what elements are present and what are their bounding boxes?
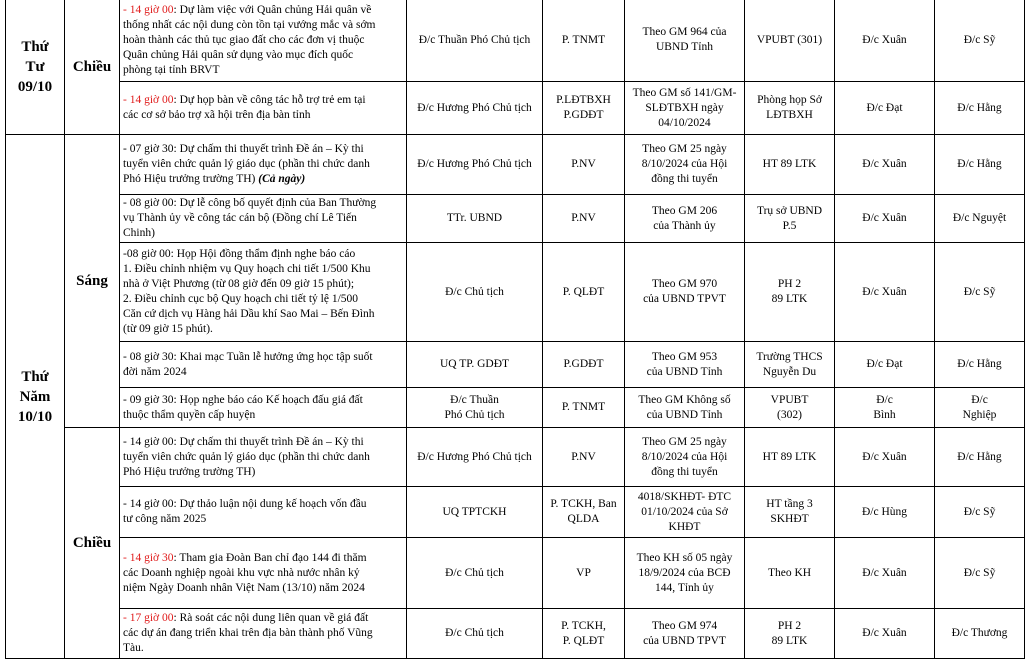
- chair-line: Đ/c Thuần Phó Chủ tịch: [418, 33, 531, 46]
- activity-text-line: các Doanh nghiệp ngoài khu vực nhà nước nhân kỷ: [123, 566, 360, 579]
- document-ref-line: Theo GM 25 ngày: [642, 143, 727, 155]
- activity-content-cell: - 09 giờ 30: Họp nghe báo cáo Kế hoạch đấu giá đất thuộc thẩm quyền cấp huyện: [120, 388, 407, 428]
- assistant2-line: Đ/c Hằng: [957, 158, 1002, 170]
- activity-text-line: Khai mạc Tuần lễ hưởng ứng học tập suốt: [179, 350, 373, 363]
- assistant2-line: Đ/c Hằng: [957, 358, 1002, 370]
- day-label-line: Tư: [25, 58, 45, 75]
- document-ref-line: KHĐT: [668, 520, 701, 533]
- activity-text-line: nhà ở Việt Phương (từ 08 giờ đến 09 giờ 15 phút);: [123, 278, 355, 290]
- activity-text-line: Dự chấm thi thuyết trình Đề án – Kỳ thi: [179, 143, 364, 155]
- assistant2-cell: [935, 609, 1025, 659]
- activity-time: - 07 giờ 30: [123, 143, 174, 155]
- assistant2-cell: [935, 428, 1025, 487]
- chair-cell: [407, 342, 543, 388]
- venue-line: VPUBT: [770, 393, 809, 406]
- activity-time: - 09 giờ 30: [123, 393, 174, 406]
- prepare-line: P.GDĐT: [563, 358, 604, 370]
- document-ref-line: Theo GM 964 của: [642, 26, 727, 38]
- activity-time: - 14 giờ 00: [123, 3, 174, 16]
- assistant-line: Đ/c Xuân: [862, 212, 907, 224]
- activity-text-line: Chinh): [123, 227, 155, 239]
- prepare-cell: [543, 135, 625, 195]
- document-ref-cell: [625, 428, 745, 487]
- activity-content-cell: - 14 giờ 30: Tham gia Đoàn Ban chỉ đạo 144 đi thăm các Doanh nghiệp ngoài khu vực nhà nước nhân kỷ niệm Ngày Doanh nhân Việt Nam (13/10) năm 2024: [120, 538, 407, 609]
- activity-time: -08 giờ 00: [123, 248, 171, 260]
- activity-text-line: Tham gia Đoàn Ban chỉ đạo 144 đi thăm: [179, 551, 367, 564]
- assistant2-line: Đ/c Hằng: [957, 450, 1002, 463]
- activity-text-line: Rà soát các nội dung liên quan về giá đất: [179, 612, 369, 624]
- assistant-cell: [835, 609, 935, 659]
- assistant-line: Đ/c Đạt: [866, 358, 903, 370]
- chair-line: Phó Chủ tịch: [444, 408, 505, 421]
- schedule-row: [6, 82, 1025, 135]
- activity-content-cell: - 08 giờ 30: Khai mạc Tuần lễ hưởng ứng học tập suốt đời năm 2024: [120, 342, 407, 388]
- assistant2-cell: [935, 342, 1025, 388]
- chair-line: Đ/c Chủ tịch: [445, 566, 504, 579]
- activity-time: - 14 giờ 00: [123, 94, 174, 106]
- assistant2-line: Đ/c Sỹ: [963, 33, 996, 46]
- document-ref-line: 18/9/2024 của BCĐ: [638, 566, 731, 579]
- prepare-cell: [543, 0, 625, 82]
- document-ref-cell: [625, 0, 745, 82]
- venue-line: Phòng họp Sở: [757, 94, 822, 106]
- prepare-cell: [543, 428, 625, 487]
- activity-text-line: vụ Thành ủy về công tác cán bộ (Đồng chí Lê Tiến: [123, 212, 357, 224]
- assistant2-cell: [935, 135, 1025, 195]
- venue-line: PH 2: [777, 278, 802, 290]
- document-ref-line: Theo GM 953: [651, 350, 718, 363]
- schedule-row: [6, 388, 1025, 428]
- assistant2-cell: [935, 243, 1025, 342]
- chair-line: Đ/c Hương Phó Chủ tịch: [417, 101, 532, 114]
- assistant2-cell: [935, 195, 1025, 243]
- document-ref-line: Theo GM 974: [651, 619, 718, 632]
- document-ref-line: 01/10/2024 của Sở: [641, 505, 728, 518]
- chair-cell: [407, 538, 543, 609]
- assistant2-line: Đ/c Sỹ: [963, 566, 996, 579]
- activity-text-line: 1. Điều chỉnh nhiệm vụ Quy hoạch chi tiết 1/500 Khu: [123, 263, 371, 275]
- day-label-line: Thứ: [21, 368, 49, 385]
- document-ref-line: 8/10/2024 của Hội: [641, 450, 728, 463]
- assistant2-cell: [935, 388, 1025, 428]
- venue-line: HT 89 LTK: [762, 450, 817, 463]
- activity-text-line: Phó Hiệu trưởng trường TH): [123, 465, 256, 478]
- activity-time: - 14 giờ 00: [123, 498, 174, 510]
- document-ref-line: UBND Tỉnh: [656, 41, 713, 53]
- chair-cell: [407, 428, 543, 487]
- activity-time: - 17 giờ 00: [123, 612, 174, 624]
- activity-content-cell: -08 giờ 00: Họp Hội đồng thẩm định nghe báo cáo 1. Điều chỉnh nhiệm vụ Quy hoạch chi tiết 1/500 Khu nhà ở Việt Phương (từ 08 giờ đến 09 giờ 15 phút); 2. Điều chỉnh cục bộ Quy hoạch chi tiết tỷ lệ 1/500 Căn cứ dịch vụ Hàng hải Dầu khí Sao Mai – Bến Đình (từ 09 giờ 15 phút).: [120, 243, 407, 342]
- chair-line: Đ/c Chủ tịch: [445, 285, 504, 298]
- venue-cell: [745, 135, 835, 195]
- prepare-line: P. QLĐT: [562, 634, 605, 647]
- activity-text-line: Dự họp bàn về công tác hỗ trợ trẻ em tại: [179, 94, 366, 106]
- activity-text-line: Tàu.: [123, 642, 144, 654]
- activity-text-line: các dự án đang triển khai trên địa bàn thành phố Vũng: [123, 627, 373, 639]
- venue-line: Trụ sở UBND: [756, 204, 823, 217]
- venue-cell: [745, 609, 835, 659]
- prepare-cell: [543, 609, 625, 659]
- day-label-line: 10/10: [17, 408, 53, 425]
- prepare-cell: [543, 538, 625, 609]
- chair-line: UQ TP. GDĐT: [439, 358, 510, 370]
- chair-cell: [407, 609, 543, 659]
- assistant-cell: [835, 135, 935, 195]
- schedule-row: [6, 135, 1025, 195]
- activity-text-line: thuộc thẩm quyền cấp huyện: [123, 408, 256, 421]
- chair-line: Đ/c Thuần: [450, 393, 499, 406]
- assistant2-line: Đ/c Hằng: [957, 101, 1002, 114]
- assistant-line: Đ/c Hùng: [861, 505, 908, 518]
- document-ref-line: Theo GM số 141/GM-: [632, 86, 737, 99]
- activity-text-line: Dự thảo luận nội dung kế hoạch vốn đầu: [179, 498, 367, 510]
- activity-time: - 14 giờ 30: [123, 551, 174, 564]
- schedule-row: [6, 487, 1025, 538]
- schedule-table: [5, 0, 1025, 659]
- activity-time: - 08 giờ 00: [123, 197, 174, 209]
- assistant-cell: [835, 82, 935, 135]
- venue-cell: [745, 487, 835, 538]
- venue-line: (302): [777, 408, 802, 421]
- document-ref-line: 04/10/2024: [658, 116, 711, 129]
- activity-text-line: Dự chấm thi thuyết trình Đề án – Kỳ thi: [179, 435, 364, 448]
- assistant-cell: [835, 342, 935, 388]
- prepare-cell: [543, 388, 625, 428]
- assistant-line: Đ/c Đạt: [866, 101, 903, 114]
- activity-content-cell: - 14 giờ 00: Dự chấm thi thuyết trình Đề án – Kỳ thi tuyển viên chức quản lý giáo dục (phần thi chức danh Phó Hiệu trưởng trường TH): [120, 428, 407, 487]
- assistant-cell: [835, 487, 935, 538]
- activity-text-line: Phó Hiệu trưởng trường TH): [123, 173, 256, 185]
- document-ref-cell: [625, 82, 745, 135]
- assistant-cell: [835, 538, 935, 609]
- schedule-row: [6, 243, 1025, 342]
- schedule-row: [6, 428, 1025, 487]
- activity-time: - 08 giờ 30: [123, 350, 174, 363]
- activity-text-line: Dự làm việc với Quân chủng Hải quân về: [179, 3, 372, 16]
- document-ref-line: Theo GM 25 ngày: [642, 435, 727, 448]
- assistant-line: Đ/c Xuân: [862, 566, 907, 579]
- assistant-cell: [835, 0, 935, 82]
- assistant-cell: [835, 243, 935, 342]
- prepare-line: P.NV: [571, 158, 596, 170]
- activity-content-cell: - 07 giờ 30: Dự chấm thi thuyết trình Đề án – Kỳ thi tuyển viên chức quản lý giáo dục (phần thi chức danh Phó Hiệu trưởng trường TH) (Cả ngày): [120, 135, 407, 195]
- activity-content-cell: - 14 giờ 00: Dự làm việc với Quân chủng Hải quân về thống nhất các nội dung còn tồn tại vướng mắc và sớm hoàn thành các thủ tục giao đất cho các đơn vị thuộc Quân chủng Hải quân sử dụng vào mục đích quốc phòng tại tỉnh BRVT: [120, 0, 407, 82]
- activity-text-line: phòng tại tỉnh BRVT: [123, 63, 220, 76]
- schedule-row: [6, 342, 1025, 388]
- assistant-line: Đ/c Xuân: [862, 158, 907, 170]
- schedule-row: [6, 538, 1025, 609]
- assistant2-line: Đ/c Nguyệt: [952, 212, 1007, 224]
- activity-text-line: tuyển viên chức quản lý giáo dục (phần thi chức danh: [123, 450, 370, 463]
- activity-content-cell: - 14 giờ 00: Dự họp bàn về công tác hỗ trợ trẻ em tại các cơ sở bảo trợ xã hội trên địa bàn tỉnh: [120, 82, 407, 135]
- schedule-row: [6, 195, 1025, 243]
- assistant2-cell: [935, 487, 1025, 538]
- chair-cell: [407, 388, 543, 428]
- venue-line: LĐTBXH: [766, 109, 813, 121]
- activity-text-line: thống nhất các nội dung còn tồn tại vướng mắc và sớm: [123, 18, 376, 31]
- assistant2-line: Nghiệp: [962, 408, 997, 421]
- schedule-row: [6, 0, 1025, 82]
- venue-cell: [745, 243, 835, 342]
- document-ref-cell: [625, 195, 745, 243]
- prepare-line: P.NV: [571, 450, 596, 463]
- document-ref-line: 144, Tỉnh ủy: [655, 581, 714, 594]
- venue-line: PH 2: [777, 619, 802, 632]
- prepare-line: P.LĐTBXH: [556, 94, 611, 106]
- schedule-row: [6, 609, 1025, 659]
- chair-line: UQ TPTCKH: [442, 505, 507, 518]
- assistant-cell: [835, 428, 935, 487]
- document-ref-line: SLĐTBXH ngày: [645, 101, 724, 114]
- assistant2-line: Đ/c Sỹ: [963, 505, 996, 518]
- activity-text-line: hoàn thành các thủ tục giao đất cho các đơn vị thuộc: [123, 33, 365, 46]
- document-ref-cell: [625, 609, 745, 659]
- document-ref-line: đồng thi tuyển: [651, 173, 718, 185]
- activity-content-cell: - 14 giờ 00: Dự thảo luận nội dung kế hoạch vốn đầu tư công năm 2025: [120, 487, 407, 538]
- prepare-cell: [543, 243, 625, 342]
- document-ref-cell: [625, 342, 745, 388]
- venue-line: 89 LTK: [771, 634, 808, 647]
- prepare-line: P.NV: [571, 212, 596, 224]
- activity-emphasis: (Cả ngày): [258, 173, 306, 185]
- document-ref-cell: [625, 487, 745, 538]
- activity-content-cell: - 08 giờ 00: Dự lễ công bố quyết định của Ban Thường vụ Thành ủy về công tác cán bộ (Đồng chí Lê Tiến Chinh): [120, 195, 407, 243]
- assistant-cell: [835, 388, 935, 428]
- venue-line: HT 89 LTK: [762, 158, 817, 170]
- activity-text-line: Quân chủng Hải quân sử dụng vào mục đích quốc: [123, 48, 354, 61]
- venue-line: HT tầng 3: [766, 498, 813, 510]
- activity-text-line: Họp nghe báo cáo Kế hoạch đấu giá đất: [179, 393, 363, 406]
- activity-text-line: niệm Ngày Doanh nhân Việt Nam (13/10) năm 2024: [123, 581, 365, 594]
- assistant-line: Đ/c Xuân: [862, 450, 907, 463]
- chair-cell: [407, 243, 543, 342]
- document-ref-cell: [625, 135, 745, 195]
- chair-cell: [407, 82, 543, 135]
- activity-text-line: tuyển viên chức quản lý giáo dục (phần thi chức danh: [123, 158, 370, 170]
- document-ref-line: Theo GM Không số: [638, 393, 731, 406]
- day-cell: [6, 135, 65, 659]
- document-ref-line: của Thành ủy: [653, 219, 716, 232]
- assistant2-line: Đ/c: [971, 393, 988, 406]
- document-ref-line: của UBND TPVT: [643, 293, 726, 305]
- venue-cell: [745, 538, 835, 609]
- prepare-cell: [543, 195, 625, 243]
- activity-text-line: đời năm 2024: [123, 365, 187, 378]
- chair-cell: [407, 195, 543, 243]
- prepare-line: P. TCKH, Ban: [550, 498, 617, 510]
- prepare-line: P.GDĐT: [563, 109, 604, 121]
- assistant-line: Đ/c: [876, 393, 893, 406]
- venue-line: 89 LTK: [771, 293, 808, 305]
- activity-text-line: các cơ sở bảo trợ xã hội trên địa bàn tỉnh: [123, 109, 311, 121]
- activity-text-line: Dự lễ công bố quyết định của Ban Thường: [179, 197, 377, 209]
- venue-line: P.5: [782, 219, 797, 232]
- document-ref-line: Theo GM 970: [651, 278, 718, 290]
- document-ref-line: của UBND TPVT: [643, 634, 726, 647]
- prepare-cell: [543, 82, 625, 135]
- document-ref-cell: [625, 538, 745, 609]
- prepare-line: QLDA: [567, 513, 600, 525]
- assistant-cell: [835, 195, 935, 243]
- venue-line: Nguyễn Du: [762, 365, 817, 378]
- chair-line: Đ/c Chủ tịch: [445, 627, 504, 639]
- day-label-line: 09/10: [17, 78, 53, 95]
- document-ref-line: của UBND Tỉnh: [646, 408, 723, 421]
- venue-cell: [745, 195, 835, 243]
- venue-cell: [745, 428, 835, 487]
- chair-line: Đ/c Hương Phó Chủ tịch: [417, 450, 532, 463]
- prepare-line: P. TCKH,: [561, 619, 606, 632]
- venue-cell: [745, 342, 835, 388]
- document-ref-line: Theo GM 206: [651, 204, 718, 217]
- prepare-line: P. TNMT: [561, 33, 606, 46]
- chair-line: Đ/c Hương Phó Chủ tịch: [417, 158, 532, 170]
- session-cell: Chiều: [65, 0, 120, 135]
- venue-line: Trường THCS: [756, 350, 823, 363]
- venue-line: SKHĐT: [770, 513, 809, 525]
- venue-cell: [745, 0, 835, 82]
- prepare-line: VP: [576, 566, 591, 579]
- venue-cell: [745, 82, 835, 135]
- prepare-line: P. TNMT: [561, 401, 606, 413]
- document-ref-line: Theo KH số 05 ngày: [636, 551, 733, 564]
- chair-line: TTr. UBND: [446, 212, 503, 224]
- chair-cell: [407, 487, 543, 538]
- assistant-line: Đ/c Xuân: [862, 33, 907, 46]
- document-ref-cell: [625, 388, 745, 428]
- assistant-line: Đ/c Xuân: [862, 627, 907, 639]
- day-label-line: Thứ: [21, 38, 49, 55]
- activity-text-line: 2. Điều chỉnh cục bộ Quy hoạch chi tiết tỷ lệ 1/500: [123, 293, 359, 305]
- session-cell: Sáng: [65, 135, 120, 428]
- assistant2-cell: [935, 82, 1025, 135]
- session-cell: Chiều: [65, 428, 120, 659]
- venue-line: Theo KH: [767, 566, 812, 579]
- document-ref-line: của UBND Tỉnh: [646, 365, 723, 378]
- prepare-cell: [543, 487, 625, 538]
- document-ref-line: đồng thi tuyển: [651, 465, 718, 478]
- activity-text-line: (từ 09 giờ 15 phút).: [123, 323, 213, 335]
- chair-cell: [407, 135, 543, 195]
- document-ref-cell: [625, 243, 745, 342]
- day-label-line: Năm: [19, 388, 51, 405]
- activity-text-line: Căn cứ dịch vụ Hàng hải Dầu khí Sao Mai – Bến Đình: [123, 308, 375, 320]
- venue-line: VPUBT (301): [756, 33, 823, 46]
- assistant-line: Bình: [873, 408, 896, 421]
- prepare-line: P. QLĐT: [562, 285, 605, 298]
- assistant2-line: Đ/c Thương: [951, 627, 1008, 639]
- assistant2-cell: [935, 538, 1025, 609]
- assistant-line: Đ/c Xuân: [862, 285, 907, 298]
- assistant2-line: Đ/c Sỹ: [963, 285, 996, 298]
- document-ref-line: 4018/SKHĐT- ĐTC: [637, 490, 732, 503]
- activity-text-line: tư công năm 2025: [123, 513, 207, 525]
- document-ref-line: 8/10/2024 của Hội: [641, 158, 728, 170]
- activity-text-line: Họp Hội đồng thẩm định nghe báo cáo: [176, 248, 356, 260]
- venue-cell: [745, 388, 835, 428]
- schedule-body: [6, 0, 1025, 659]
- chair-cell: [407, 0, 543, 82]
- assistant2-cell: [935, 0, 1025, 82]
- prepare-cell: [543, 342, 625, 388]
- activity-content-cell: - 17 giờ 00: Rà soát các nội dung liên quan về giá đất các dự án đang triển khai trên địa bàn thành phố Vũng Tàu.: [120, 609, 407, 659]
- day-cell: [6, 0, 65, 135]
- activity-time: - 14 giờ 00: [123, 435, 174, 448]
